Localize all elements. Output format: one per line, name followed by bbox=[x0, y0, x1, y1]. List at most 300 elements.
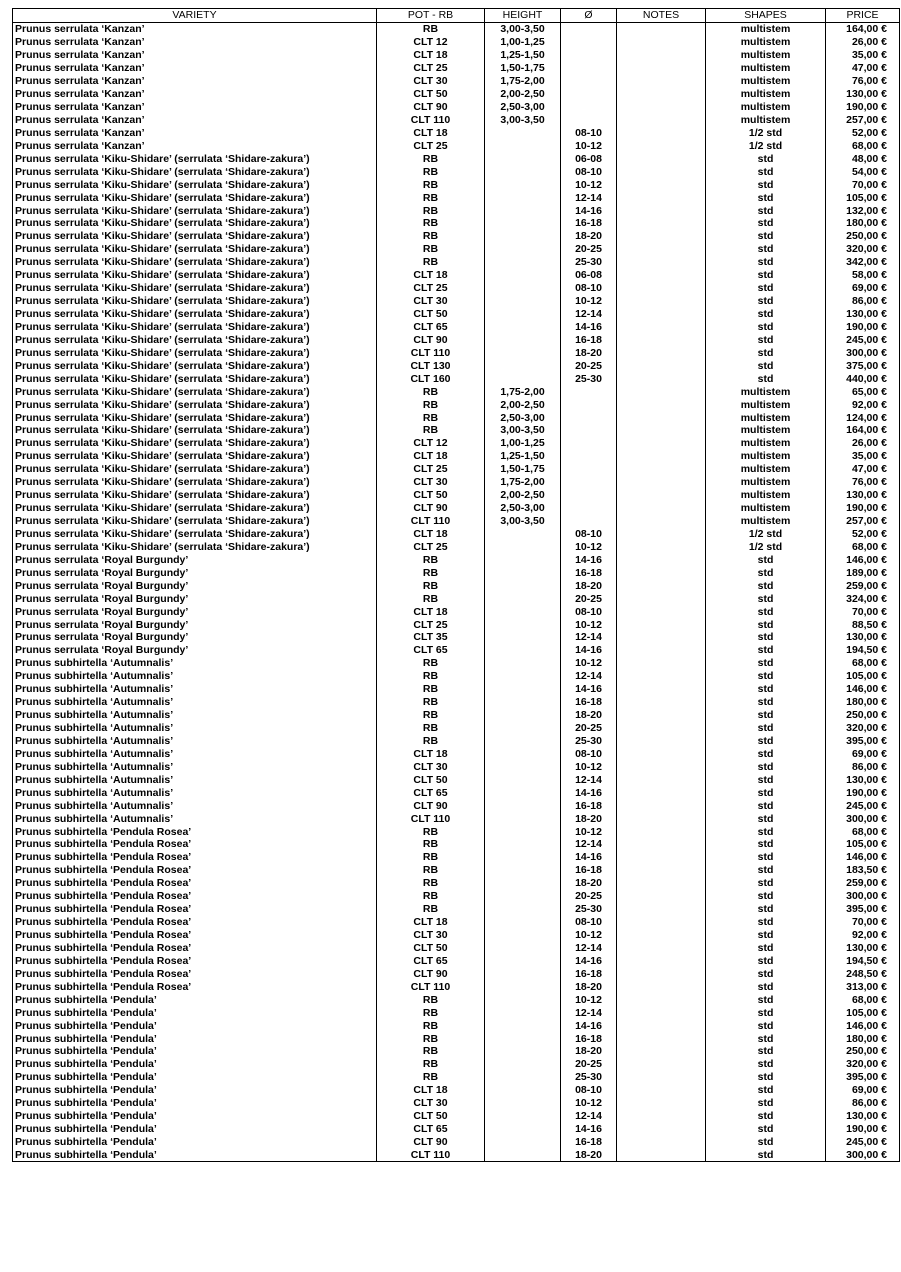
notes-cell bbox=[617, 1045, 706, 1058]
price-cell: 257,00 € bbox=[826, 515, 900, 528]
diameter-cell: 14-16 bbox=[561, 1123, 617, 1136]
notes-cell bbox=[617, 942, 706, 955]
diameter-cell: 08-10 bbox=[561, 916, 617, 929]
notes-cell bbox=[617, 114, 706, 127]
table-row bbox=[13, 321, 900, 334]
shapes-cell: std bbox=[706, 838, 826, 851]
table-row bbox=[13, 683, 900, 696]
variety-cell: Prunus serrulata ‘Kanzan’ bbox=[13, 36, 377, 49]
variety-cell: Prunus serrulata ‘Kiku-Shidare’ (serrulata ‘Shidare-zakura’) bbox=[13, 165, 377, 178]
variety-cell: Prunus serrulata ‘Kiku-Shidare’ (serrulata ‘Shidare-zakura’) bbox=[13, 540, 377, 553]
pot-cell: CLT 30 bbox=[377, 760, 485, 773]
shapes-cell: std bbox=[706, 579, 826, 592]
notes-cell bbox=[617, 566, 706, 579]
shapes-cell: 1/2 std bbox=[706, 139, 826, 152]
height-cell bbox=[485, 954, 561, 967]
table-row bbox=[13, 540, 900, 553]
price-cell: 320,00 € bbox=[826, 1058, 900, 1071]
table-row bbox=[13, 1071, 900, 1084]
column-header-variety: VARIETY bbox=[13, 9, 377, 23]
height-cell bbox=[485, 295, 561, 308]
variety-cell: Prunus serrulata ‘Kanzan’ bbox=[13, 22, 377, 35]
table-row bbox=[13, 295, 900, 308]
notes-cell bbox=[617, 333, 706, 346]
variety-cell: Prunus serrulata ‘Kanzan’ bbox=[13, 139, 377, 152]
pot-cell: RB bbox=[377, 398, 485, 411]
height-cell: 3,00-3,50 bbox=[485, 114, 561, 127]
height-cell bbox=[485, 916, 561, 929]
variety-cell: Prunus subhirtella ‘Pendula’ bbox=[13, 1084, 377, 1097]
shapes-cell: multistem bbox=[706, 489, 826, 502]
table-row bbox=[13, 75, 900, 88]
diameter-cell: 08-10 bbox=[561, 528, 617, 541]
table-row bbox=[13, 605, 900, 618]
price-cell: 76,00 € bbox=[826, 476, 900, 489]
notes-cell bbox=[617, 476, 706, 489]
shapes-cell: std bbox=[706, 786, 826, 799]
notes-cell bbox=[617, 49, 706, 62]
notes-cell bbox=[617, 1084, 706, 1097]
price-cell: 52,00 € bbox=[826, 126, 900, 139]
diameter-cell: 12-14 bbox=[561, 631, 617, 644]
pot-cell: CLT 90 bbox=[377, 799, 485, 812]
shapes-cell: multistem bbox=[706, 22, 826, 35]
variety-cell: Prunus subhirtella ‘Autumnalis’ bbox=[13, 657, 377, 670]
pot-cell: RB bbox=[377, 230, 485, 243]
height-cell bbox=[485, 670, 561, 683]
notes-cell bbox=[617, 773, 706, 786]
diameter-cell: 20-25 bbox=[561, 890, 617, 903]
pot-cell: CLT 110 bbox=[377, 980, 485, 993]
shapes-cell: std bbox=[706, 1071, 826, 1084]
shapes-cell: std bbox=[706, 683, 826, 696]
price-cell: 132,00 € bbox=[826, 204, 900, 217]
diameter-cell: 20-25 bbox=[561, 722, 617, 735]
variety-cell: Prunus subhirtella ‘Pendula Rosea’ bbox=[13, 864, 377, 877]
diameter-cell: 25-30 bbox=[561, 903, 617, 916]
shapes-cell: std bbox=[706, 204, 826, 217]
shapes-cell: multistem bbox=[706, 101, 826, 114]
table-row bbox=[13, 1149, 900, 1162]
diameter-cell: 10-12 bbox=[561, 540, 617, 553]
notes-cell bbox=[617, 825, 706, 838]
diameter-cell bbox=[561, 502, 617, 515]
price-cell: 54,00 € bbox=[826, 165, 900, 178]
notes-cell bbox=[617, 1136, 706, 1149]
table-row bbox=[13, 515, 900, 528]
variety-cell: Prunus serrulata ‘Kiku-Shidare’ (serrulata ‘Shidare-zakura’) bbox=[13, 346, 377, 359]
notes-cell bbox=[617, 696, 706, 709]
pot-cell: RB bbox=[377, 592, 485, 605]
table-row bbox=[13, 618, 900, 631]
pot-cell: CLT 110 bbox=[377, 346, 485, 359]
height-cell: 2,50-3,00 bbox=[485, 101, 561, 114]
pot-cell: RB bbox=[377, 1006, 485, 1019]
height-cell: 1,50-1,75 bbox=[485, 62, 561, 75]
height-cell bbox=[485, 321, 561, 334]
notes-cell bbox=[617, 890, 706, 903]
shapes-cell: multistem bbox=[706, 515, 826, 528]
height-cell: 2,50-3,00 bbox=[485, 502, 561, 515]
variety-cell: Prunus subhirtella ‘Pendula’ bbox=[13, 1110, 377, 1123]
diameter-cell: 14-16 bbox=[561, 644, 617, 657]
height-cell: 1,00-1,25 bbox=[485, 36, 561, 49]
shapes-cell: std bbox=[706, 217, 826, 230]
price-cell: 86,00 € bbox=[826, 1097, 900, 1110]
pot-cell: CLT 30 bbox=[377, 1097, 485, 1110]
notes-cell bbox=[617, 683, 706, 696]
diameter-cell: 10-12 bbox=[561, 618, 617, 631]
height-cell: 1,75-2,00 bbox=[485, 75, 561, 88]
height-cell bbox=[485, 126, 561, 139]
notes-cell bbox=[617, 722, 706, 735]
variety-cell: Prunus subhirtella ‘Autumnalis’ bbox=[13, 773, 377, 786]
notes-cell bbox=[617, 139, 706, 152]
price-cell: 440,00 € bbox=[826, 372, 900, 385]
notes-cell bbox=[617, 88, 706, 101]
pot-cell: CLT 65 bbox=[377, 644, 485, 657]
pot-cell: RB bbox=[377, 877, 485, 890]
height-cell bbox=[485, 812, 561, 825]
variety-cell: Prunus subhirtella ‘Pendula Rosea’ bbox=[13, 825, 377, 838]
shapes-cell: multistem bbox=[706, 385, 826, 398]
height-cell bbox=[485, 333, 561, 346]
variety-cell: Prunus serrulata ‘Kiku-Shidare’ (serrulata ‘Shidare-zakura’) bbox=[13, 178, 377, 191]
variety-cell: Prunus serrulata ‘Kiku-Shidare’ (serrulata ‘Shidare-zakura’) bbox=[13, 256, 377, 269]
variety-cell: Prunus subhirtella ‘Pendula Rosea’ bbox=[13, 929, 377, 942]
table-row bbox=[13, 385, 900, 398]
variety-cell: Prunus serrulata ‘Kiku-Shidare’ (serrulata ‘Shidare-zakura’) bbox=[13, 515, 377, 528]
shapes-cell: std bbox=[706, 954, 826, 967]
diameter-cell: 14-16 bbox=[561, 204, 617, 217]
price-cell: 26,00 € bbox=[826, 437, 900, 450]
variety-cell: Prunus subhirtella ‘Autumnalis’ bbox=[13, 683, 377, 696]
variety-cell: Prunus serrulata ‘Kanzan’ bbox=[13, 114, 377, 127]
table-row bbox=[13, 62, 900, 75]
diameter-cell bbox=[561, 515, 617, 528]
shapes-cell: multistem bbox=[706, 424, 826, 437]
notes-cell bbox=[617, 631, 706, 644]
diameter-cell: 16-18 bbox=[561, 967, 617, 980]
price-cell: 105,00 € bbox=[826, 191, 900, 204]
pot-cell: RB bbox=[377, 22, 485, 35]
notes-cell bbox=[617, 243, 706, 256]
height-cell bbox=[485, 1006, 561, 1019]
notes-cell bbox=[617, 411, 706, 424]
diameter-cell: 20-25 bbox=[561, 243, 617, 256]
pot-cell: CLT 18 bbox=[377, 126, 485, 139]
header-row bbox=[13, 9, 900, 23]
height-cell bbox=[485, 139, 561, 152]
table-row bbox=[13, 101, 900, 114]
notes-cell bbox=[617, 760, 706, 773]
shapes-cell: multistem bbox=[706, 62, 826, 75]
pot-cell: CLT 110 bbox=[377, 114, 485, 127]
table-row bbox=[13, 644, 900, 657]
notes-cell bbox=[617, 1058, 706, 1071]
pot-cell: CLT 90 bbox=[377, 967, 485, 980]
shapes-cell: std bbox=[706, 877, 826, 890]
pot-cell: RB bbox=[377, 1032, 485, 1045]
height-cell bbox=[485, 735, 561, 748]
variety-cell: Prunus subhirtella ‘Pendula’ bbox=[13, 1032, 377, 1045]
notes-cell bbox=[617, 670, 706, 683]
column-header-pot-rb: POT - RB bbox=[377, 9, 485, 23]
pot-cell: CLT 90 bbox=[377, 333, 485, 346]
variety-cell: Prunus subhirtella ‘Autumnalis’ bbox=[13, 747, 377, 760]
height-cell bbox=[485, 1058, 561, 1071]
pot-cell: CLT 110 bbox=[377, 1149, 485, 1162]
price-cell: 300,00 € bbox=[826, 1149, 900, 1162]
pot-cell: CLT 18 bbox=[377, 747, 485, 760]
variety-cell: Prunus serrulata ‘Royal Burgundy’ bbox=[13, 592, 377, 605]
height-cell bbox=[485, 1071, 561, 1084]
notes-cell bbox=[617, 437, 706, 450]
table-row bbox=[13, 980, 900, 993]
shapes-cell: std bbox=[706, 308, 826, 321]
shapes-cell: std bbox=[706, 1110, 826, 1123]
table-row bbox=[13, 476, 900, 489]
price-cell: 180,00 € bbox=[826, 217, 900, 230]
variety-cell: Prunus subhirtella ‘Autumnalis’ bbox=[13, 812, 377, 825]
height-cell bbox=[485, 1097, 561, 1110]
table-row bbox=[13, 1097, 900, 1110]
diameter-cell: 18-20 bbox=[561, 579, 617, 592]
notes-cell bbox=[617, 993, 706, 1006]
notes-cell bbox=[617, 799, 706, 812]
variety-cell: Prunus serrulata ‘Kiku-Shidare’ (serrulata ‘Shidare-zakura’) bbox=[13, 359, 377, 372]
table-row bbox=[13, 139, 900, 152]
height-cell: 1,25-1,50 bbox=[485, 49, 561, 62]
pot-cell: CLT 25 bbox=[377, 618, 485, 631]
shapes-cell: std bbox=[706, 1123, 826, 1136]
variety-cell: Prunus serrulata ‘Kiku-Shidare’ (serrulata ‘Shidare-zakura’) bbox=[13, 295, 377, 308]
diameter-cell bbox=[561, 49, 617, 62]
table-row bbox=[13, 411, 900, 424]
variety-cell: Prunus subhirtella ‘Pendula’ bbox=[13, 993, 377, 1006]
height-cell: 1,50-1,75 bbox=[485, 463, 561, 476]
variety-cell: Prunus subhirtella ‘Pendula Rosea’ bbox=[13, 851, 377, 864]
table-row bbox=[13, 1006, 900, 1019]
price-cell: 320,00 € bbox=[826, 243, 900, 256]
notes-cell bbox=[617, 605, 706, 618]
diameter-cell bbox=[561, 101, 617, 114]
pot-cell: CLT 18 bbox=[377, 1084, 485, 1097]
shapes-cell: std bbox=[706, 916, 826, 929]
price-cell: 69,00 € bbox=[826, 1084, 900, 1097]
pot-cell: RB bbox=[377, 385, 485, 398]
diameter-cell: 10-12 bbox=[561, 760, 617, 773]
price-cell: 257,00 € bbox=[826, 114, 900, 127]
diameter-cell: 14-16 bbox=[561, 553, 617, 566]
table-row bbox=[13, 1136, 900, 1149]
variety-cell: Prunus subhirtella ‘Autumnalis’ bbox=[13, 735, 377, 748]
shapes-cell: std bbox=[706, 605, 826, 618]
height-cell bbox=[485, 178, 561, 191]
diameter-cell: 16-18 bbox=[561, 1136, 617, 1149]
shapes-cell: multistem bbox=[706, 114, 826, 127]
price-cell: 130,00 € bbox=[826, 88, 900, 101]
table-row bbox=[13, 696, 900, 709]
notes-cell bbox=[617, 657, 706, 670]
table-row bbox=[13, 359, 900, 372]
shapes-cell: std bbox=[706, 1058, 826, 1071]
price-cell: 164,00 € bbox=[826, 424, 900, 437]
shapes-cell: std bbox=[706, 1097, 826, 1110]
table-row bbox=[13, 346, 900, 359]
variety-cell: Prunus subhirtella ‘Pendula Rosea’ bbox=[13, 903, 377, 916]
price-cell: 130,00 € bbox=[826, 773, 900, 786]
height-cell bbox=[485, 1149, 561, 1162]
pot-cell: RB bbox=[377, 256, 485, 269]
variety-cell: Prunus subhirtella ‘Pendula Rosea’ bbox=[13, 967, 377, 980]
shapes-cell: multistem bbox=[706, 463, 826, 476]
diameter-cell: 12-14 bbox=[561, 308, 617, 321]
height-cell bbox=[485, 993, 561, 1006]
pot-cell: RB bbox=[377, 864, 485, 877]
diameter-cell: 16-18 bbox=[561, 1032, 617, 1045]
price-cell: 47,00 € bbox=[826, 463, 900, 476]
shapes-cell: multistem bbox=[706, 398, 826, 411]
price-cell: 146,00 € bbox=[826, 851, 900, 864]
notes-cell bbox=[617, 463, 706, 476]
pot-cell: CLT 25 bbox=[377, 62, 485, 75]
pot-cell: RB bbox=[377, 204, 485, 217]
notes-cell bbox=[617, 502, 706, 515]
shapes-cell: std bbox=[706, 851, 826, 864]
notes-cell bbox=[617, 1032, 706, 1045]
height-cell bbox=[485, 359, 561, 372]
diameter-cell: 25-30 bbox=[561, 372, 617, 385]
notes-cell bbox=[617, 929, 706, 942]
table-row bbox=[13, 114, 900, 127]
variety-cell: Prunus serrulata ‘Kiku-Shidare’ (serrulata ‘Shidare-zakura’) bbox=[13, 152, 377, 165]
notes-cell bbox=[617, 62, 706, 75]
table-row bbox=[13, 877, 900, 890]
variety-cell: Prunus subhirtella ‘Pendula’ bbox=[13, 1097, 377, 1110]
table-row bbox=[13, 398, 900, 411]
price-cell: 68,00 € bbox=[826, 540, 900, 553]
variety-cell: Prunus serrulata ‘Kiku-Shidare’ (serrulata ‘Shidare-zakura’) bbox=[13, 269, 377, 282]
price-cell: 250,00 € bbox=[826, 709, 900, 722]
height-cell bbox=[485, 1045, 561, 1058]
table-row bbox=[13, 22, 900, 35]
pot-cell: RB bbox=[377, 903, 485, 916]
notes-cell bbox=[617, 372, 706, 385]
height-cell bbox=[485, 346, 561, 359]
pot-cell: RB bbox=[377, 1019, 485, 1032]
table-row bbox=[13, 1110, 900, 1123]
notes-cell bbox=[617, 812, 706, 825]
variety-cell: Prunus serrulata ‘Kanzan’ bbox=[13, 49, 377, 62]
variety-cell: Prunus serrulata ‘Kiku-Shidare’ (serrulata ‘Shidare-zakura’) bbox=[13, 398, 377, 411]
shapes-cell: multistem bbox=[706, 49, 826, 62]
pot-cell: CLT 18 bbox=[377, 528, 485, 541]
pot-cell: CLT 90 bbox=[377, 101, 485, 114]
diameter-cell: 16-18 bbox=[561, 217, 617, 230]
table-row bbox=[13, 709, 900, 722]
notes-cell bbox=[617, 528, 706, 541]
pot-cell: RB bbox=[377, 838, 485, 851]
table-header bbox=[13, 9, 900, 23]
shapes-cell: multistem bbox=[706, 411, 826, 424]
diameter-cell: 08-10 bbox=[561, 165, 617, 178]
notes-cell bbox=[617, 980, 706, 993]
table-row bbox=[13, 424, 900, 437]
shapes-cell: std bbox=[706, 1019, 826, 1032]
table-row bbox=[13, 1032, 900, 1045]
height-cell bbox=[485, 230, 561, 243]
height-cell bbox=[485, 696, 561, 709]
notes-cell bbox=[617, 321, 706, 334]
column-header-price: PRICE bbox=[826, 9, 900, 23]
notes-cell bbox=[617, 592, 706, 605]
variety-cell: Prunus serrulata ‘Kiku-Shidare’ (serrulata ‘Shidare-zakura’) bbox=[13, 463, 377, 476]
variety-cell: Prunus serrulata ‘Kiku-Shidare’ (serrulata ‘Shidare-zakura’) bbox=[13, 385, 377, 398]
notes-cell bbox=[617, 450, 706, 463]
shapes-cell: std bbox=[706, 256, 826, 269]
diameter-cell: 12-14 bbox=[561, 838, 617, 851]
table-row bbox=[13, 864, 900, 877]
pot-cell: CLT 18 bbox=[377, 269, 485, 282]
shapes-cell: std bbox=[706, 269, 826, 282]
table-row bbox=[13, 308, 900, 321]
price-cell: 320,00 € bbox=[826, 722, 900, 735]
variety-cell: Prunus serrulata ‘Kiku-Shidare’ (serrulata ‘Shidare-zakura’) bbox=[13, 282, 377, 295]
pot-cell: RB bbox=[377, 553, 485, 566]
table-row bbox=[13, 528, 900, 541]
pot-cell: RB bbox=[377, 696, 485, 709]
price-cell: 395,00 € bbox=[826, 735, 900, 748]
height-cell: 1,75-2,00 bbox=[485, 385, 561, 398]
table-row bbox=[13, 502, 900, 515]
diameter-cell: 25-30 bbox=[561, 256, 617, 269]
diameter-cell: 10-12 bbox=[561, 993, 617, 1006]
price-cell: 70,00 € bbox=[826, 916, 900, 929]
table-row bbox=[13, 786, 900, 799]
price-cell: 146,00 € bbox=[826, 553, 900, 566]
notes-cell bbox=[617, 877, 706, 890]
diameter-cell: 16-18 bbox=[561, 333, 617, 346]
diameter-cell: 16-18 bbox=[561, 799, 617, 812]
price-cell: 130,00 € bbox=[826, 308, 900, 321]
shapes-cell: multistem bbox=[706, 36, 826, 49]
shapes-cell: std bbox=[706, 993, 826, 1006]
pot-cell: CLT 50 bbox=[377, 773, 485, 786]
height-cell bbox=[485, 618, 561, 631]
variety-cell: Prunus subhirtella ‘Pendula’ bbox=[13, 1019, 377, 1032]
height-cell bbox=[485, 152, 561, 165]
pot-cell: RB bbox=[377, 579, 485, 592]
diameter-cell: 18-20 bbox=[561, 1045, 617, 1058]
variety-cell: Prunus subhirtella ‘Autumnalis’ bbox=[13, 760, 377, 773]
price-cell: 130,00 € bbox=[826, 489, 900, 502]
pot-cell: CLT 30 bbox=[377, 295, 485, 308]
notes-cell bbox=[617, 954, 706, 967]
shapes-cell: std bbox=[706, 670, 826, 683]
price-cell: 250,00 € bbox=[826, 1045, 900, 1058]
variety-cell: Prunus subhirtella ‘Pendula Rosea’ bbox=[13, 890, 377, 903]
shapes-cell: std bbox=[706, 152, 826, 165]
pot-cell: RB bbox=[377, 217, 485, 230]
pot-cell: RB bbox=[377, 735, 485, 748]
diameter-cell: 10-12 bbox=[561, 825, 617, 838]
notes-cell bbox=[617, 735, 706, 748]
pot-cell: RB bbox=[377, 722, 485, 735]
diameter-cell: 18-20 bbox=[561, 980, 617, 993]
notes-cell bbox=[617, 1110, 706, 1123]
shapes-cell: std bbox=[706, 321, 826, 334]
